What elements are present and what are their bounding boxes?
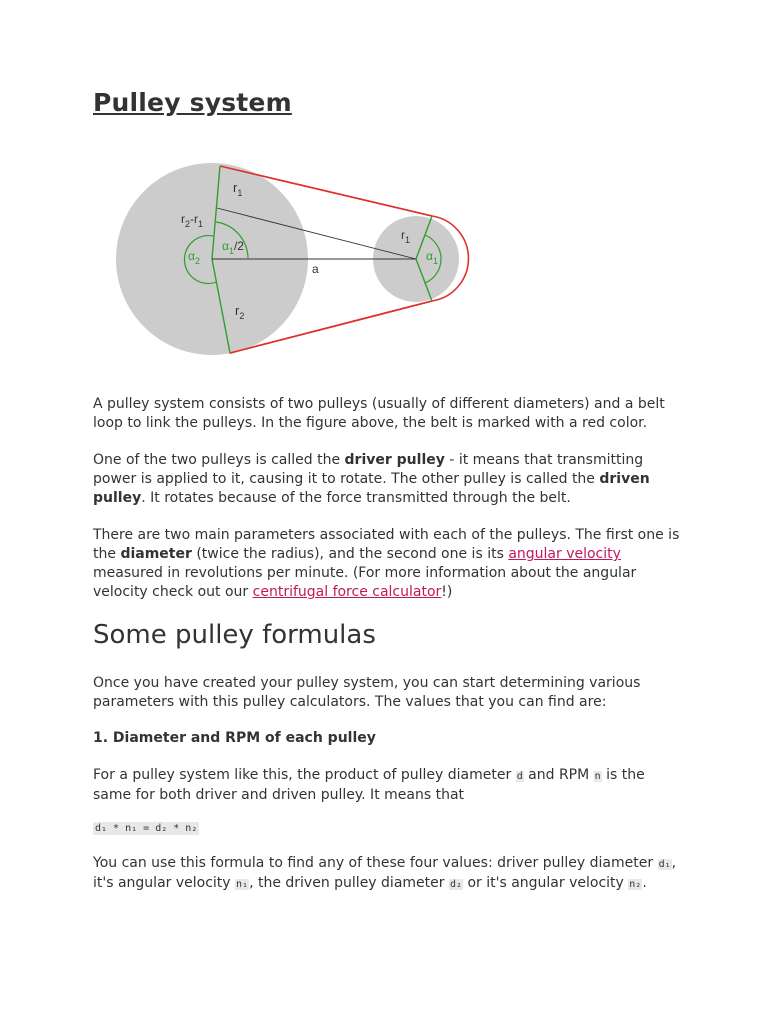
- text-span: (twice the radius), and the second one is its: [191, 546, 509, 562]
- driven-pulley-term: driven pulley: [93, 471, 650, 506]
- intro-paragraph-3: [93, 526, 683, 602]
- code-n1: n₁: [236, 879, 249, 890]
- diameter-term: diameter: [120, 546, 192, 562]
- label-r1-top: $r_1$: [233, 180, 243, 198]
- intro-paragraph-2: [93, 451, 683, 508]
- label-alpha1: $\alpha_1$: [426, 249, 438, 266]
- code-d1: d₁: [658, 859, 671, 870]
- label-r2: $r_2$: [235, 303, 245, 321]
- text-span: or it's angular velocity: [463, 875, 629, 891]
- formula-block: d₁ * n₁ = d₂ * n₂: [95, 823, 198, 834]
- label-r2-minus-r1: $r_2-r_1$: [181, 212, 204, 229]
- text-span: . It rotates because of the force transmitted through the belt.: [141, 490, 571, 506]
- text-span: , the driven pulley diameter: [249, 875, 449, 891]
- pulley-diagram: [105, 160, 477, 360]
- text-span: - it means that transmitting power is applied to it, causing it to rotate. The other pulley is called the: [93, 452, 644, 487]
- section-heading: Some pulley formulas: [93, 620, 376, 650]
- intro-paragraph-1: A pulley system consists of two pulleys (usually of different diameters) and a belt loop to link the pulleys. In the figure above, the belt is marked with a red color.: [93, 396, 665, 431]
- text-span: For a pulley system like this, the product of pulley diameter: [93, 767, 516, 783]
- text-span: .: [642, 875, 647, 891]
- code-n2: n₂: [629, 879, 642, 890]
- text-span: One of the two pulleys is called the: [93, 452, 345, 468]
- label-alpha2: $\alpha_2$: [188, 249, 200, 266]
- text-span: There are two main parameters associated with each of the pulleys. The first one is the: [93, 527, 680, 562]
- label-alpha1-half: $\alpha_1/2$: [222, 239, 244, 256]
- driver-pulley-term: driver pulley: [344, 452, 445, 468]
- label-a: a: [312, 262, 319, 276]
- code-n: n: [594, 771, 601, 782]
- text-span: !): [441, 584, 453, 600]
- subheading-diameter-rpm: 1. Diameter and RPM of each pulley: [93, 730, 376, 746]
- text-span: and RPM: [523, 767, 594, 783]
- label-r1-small: $r_1$: [401, 228, 411, 245]
- angular-velocity-link[interactable]: angular velocity: [508, 546, 621, 562]
- centrifugal-force-calculator-link[interactable]: centrifugal force calculator: [252, 584, 442, 600]
- page-title: Pulley system: [93, 88, 292, 117]
- text-span: is the same for both driver and driven pulley. It means that: [93, 767, 645, 803]
- code-d2: d₂: [449, 879, 463, 890]
- text-span: measured in revolutions per minute. (For more information about the angular velocity check out our: [93, 565, 637, 600]
- code-d: d: [516, 771, 523, 782]
- text-span: You can use this formula to find any of these four values: driver pulley diameter: [93, 855, 658, 871]
- section-paragraph-1: Once you have created your pulley system, you can start determining various parameters with this pulley calculators. The values that you can find are:: [93, 675, 641, 710]
- section-paragraph-2: [93, 766, 683, 805]
- section-paragraph-3: [93, 854, 683, 894]
- text-span: , it's angular velocity: [93, 855, 677, 891]
